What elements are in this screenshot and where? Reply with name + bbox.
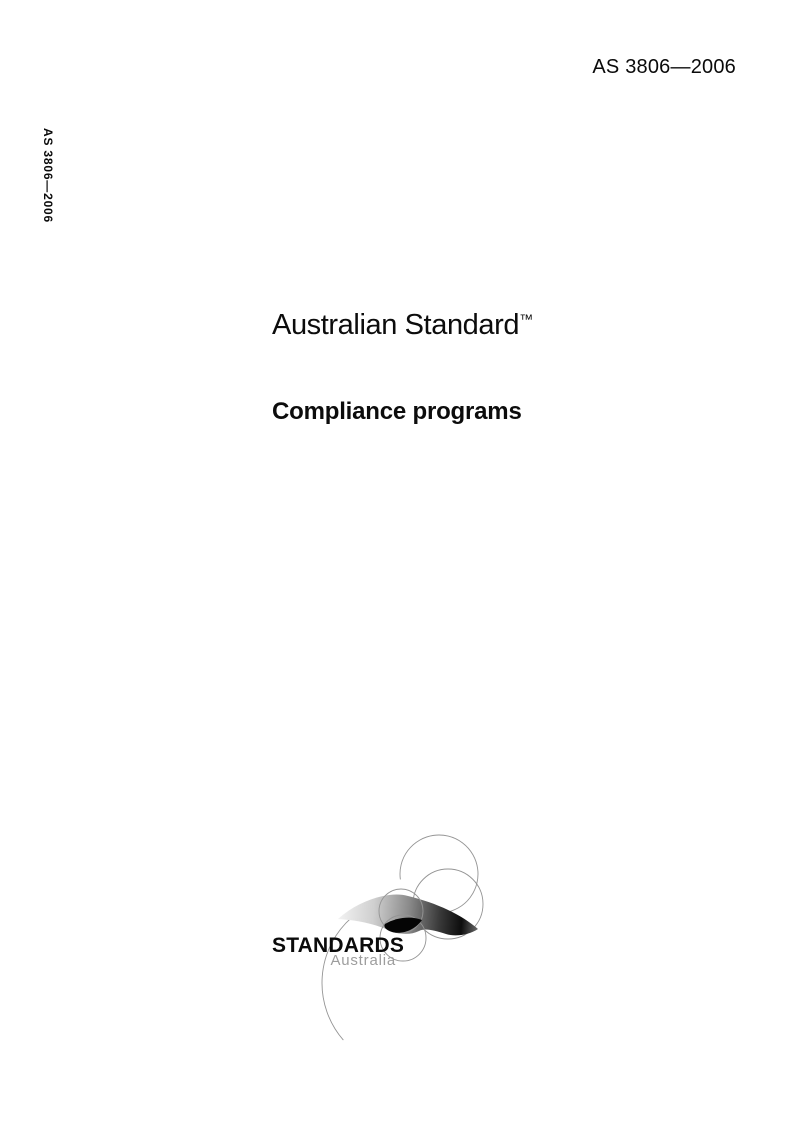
document-title: [272, 310, 533, 342]
document-title-text: Australian Standard: [272, 309, 520, 341]
spiral-arc-large-bottom: [286, 860, 495, 1078]
trademark-symbol: ™: [519, 311, 534, 327]
logo-wordmark: STANDARDS: [272, 934, 405, 957]
logo-subtext: Australia: [330, 952, 396, 969]
standard-code-header: AS 3806—2006: [592, 56, 736, 78]
document-subtitle: Compliance programs: [272, 398, 522, 425]
standard-code-spine: AS 3806—2006: [41, 128, 55, 223]
